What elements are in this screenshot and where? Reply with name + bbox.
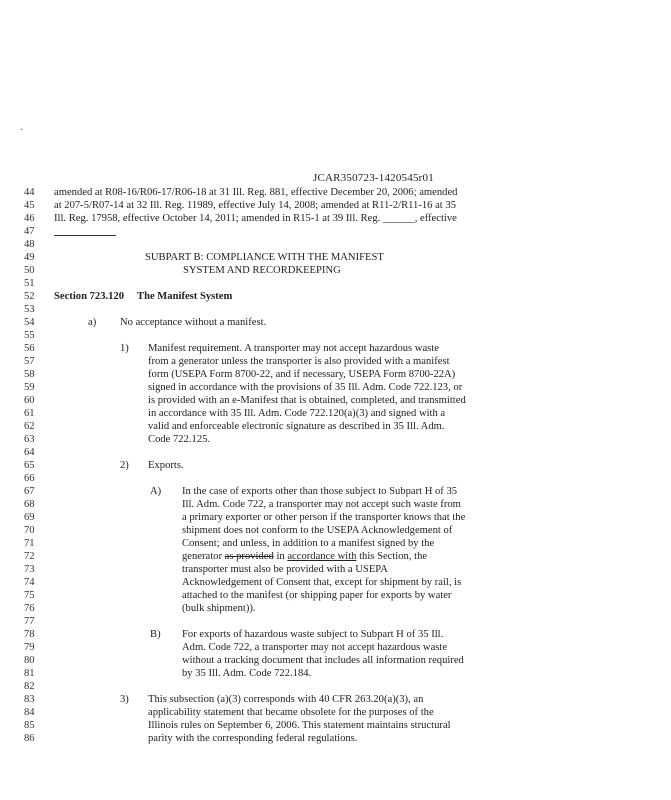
subparagraph-text: Acknowledgement of Consent that, except for shipment by rail, is [182, 577, 462, 588]
subpart-title: SUBPART B: COMPLIANCE WITH THE MANIFEST [145, 252, 384, 263]
line-number: 60 [24, 395, 35, 406]
paragraph-text: in accordance with 35 Ill. Adm. Code 722.120(a)(3) and signed with a [148, 408, 446, 419]
line-number: 47 [24, 226, 35, 237]
line-number: 72 [24, 551, 35, 562]
subparagraph-text: transporter must also be provided with a USEPA [182, 564, 388, 575]
line-47 [0, 225, 671, 238]
history-text: amended at R08-16/R06-17/R06-18 at 31 Ill. Reg. 881, effective December 20, 2006; amended [54, 187, 458, 198]
paragraph-text: Illinois rules on September 6, 2006. This statement maintains structural [148, 720, 451, 731]
history-text: Ill. Reg. 17958, effective October 14, 2011; amended in R15-1 at 39 Ill. Reg. ______, effective [54, 213, 457, 224]
subparagraph-text: Adm. Code 722, a transporter may not accept hazardous waste [182, 642, 448, 653]
subparagraph-text-amended [182, 550, 427, 563]
line-45 [0, 199, 671, 212]
line-number: 65 [24, 460, 35, 471]
line-number: 45 [24, 200, 35, 211]
paragraph-heading: Exports. [148, 460, 184, 471]
paragraph-label: 2) [120, 460, 129, 471]
line-74 [0, 576, 671, 589]
line-number: 61 [24, 408, 35, 419]
paragraph-text: Code 722.125. [148, 434, 211, 445]
line-number: 70 [24, 525, 35, 536]
inserted-text: accordance with [287, 551, 357, 562]
subparagraph-text: attached to the manifest (or shipping paper for exports by water [182, 590, 452, 601]
line-79 [0, 641, 671, 654]
line-62 [0, 420, 671, 433]
paragraph-text: from a generator unless the transporter is also provided with a manifest [148, 356, 450, 367]
subparagraph-text: by 35 Ill. Adm. Code 722.184. [182, 668, 312, 679]
line-number: 63 [24, 434, 35, 445]
line-number: 67 [24, 486, 35, 497]
line-number: 48 [24, 239, 35, 250]
line-number: 83 [24, 694, 35, 705]
line-72 [0, 550, 671, 563]
subparagraph-text: without a tracking document that includes all information required [182, 655, 464, 666]
subparagraph-label: B) [150, 629, 161, 640]
line-76 [0, 602, 671, 615]
line-number: 58 [24, 369, 35, 380]
line-50 [0, 264, 671, 277]
line-number: 59 [24, 382, 35, 393]
subparagraph-text: In the case of exports other than those subject to Subpart H of 35 [182, 486, 458, 497]
line-61 [0, 407, 671, 420]
paragraph-text: applicability statement that became obsolete for the purposes of the [148, 707, 434, 718]
line-63 [0, 433, 671, 446]
line-number: 46 [24, 213, 35, 224]
line-53 [0, 303, 671, 316]
line-number: 55 [24, 330, 35, 341]
line-number: 62 [24, 421, 35, 432]
line-84 [0, 706, 671, 719]
paragraph-label: 3) [120, 694, 129, 705]
line-number: 74 [24, 577, 35, 588]
line-80 [0, 654, 671, 667]
section-title: The Manifest System [137, 291, 233, 302]
text-part: this Section, the [356, 551, 428, 562]
stray-mark: · [20, 125, 24, 136]
line-number: 56 [24, 343, 35, 354]
line-48 [0, 238, 671, 251]
line-66 [0, 472, 671, 485]
line-51 [0, 277, 671, 290]
line-73 [0, 563, 671, 576]
line-number: 71 [24, 538, 35, 549]
line-54 [0, 316, 671, 329]
line-number: 77 [24, 616, 35, 627]
line-44 [0, 186, 671, 199]
paragraph-text: signed in accordance with the provisions of 35 Ill. Adm. Code 722.123, or [148, 382, 463, 393]
line-number: 86 [24, 733, 35, 744]
line-70 [0, 524, 671, 537]
line-65 [0, 459, 671, 472]
line-number: 52 [24, 291, 35, 302]
line-78 [0, 628, 671, 641]
line-49 [0, 251, 671, 264]
subpart-subtitle: SYSTEM AND RECORDKEEPING [183, 265, 341, 276]
line-86 [0, 732, 671, 745]
subparagraph-text: For exports of hazardous waste subject to Subpart H of 35 Ill. [182, 629, 444, 640]
line-60 [0, 394, 671, 407]
line-number: 51 [24, 278, 35, 289]
paragraph-text: This subsection (a)(3) corresponds with 40 CFR 263.20(a)(3), an [148, 694, 424, 705]
line-number: 79 [24, 642, 35, 653]
line-69 [0, 511, 671, 524]
document-code-header: JCAR350723-1420545r01 [313, 172, 434, 184]
line-58 [0, 368, 671, 381]
line-52 [0, 290, 671, 303]
subsection-label: a) [88, 317, 97, 328]
line-number: 82 [24, 681, 35, 692]
paragraph-label: 1) [120, 343, 129, 354]
line-number: 75 [24, 590, 35, 601]
deleted-text: as provided [224, 551, 274, 562]
section-number: Section 723.120 [54, 291, 125, 302]
subparagraph-text: Consent; and unless, in addition to a manifest signed by the [182, 538, 435, 549]
line-75 [0, 589, 671, 602]
line-46 [0, 212, 671, 225]
line-64 [0, 446, 671, 459]
line-number: 57 [24, 356, 35, 367]
subparagraph-text: shipment does not conform to the USEPA Acknowledgement of [182, 525, 453, 536]
line-81 [0, 667, 671, 680]
line-number: 73 [24, 564, 35, 575]
line-56 [0, 342, 671, 355]
line-number: 64 [24, 447, 35, 458]
paragraph-text: Manifest requirement. A transporter may not accept hazardous waste [148, 343, 439, 354]
line-number: 53 [24, 304, 35, 315]
line-59 [0, 381, 671, 394]
subparagraph-text: Ill. Adm. Code 722, a transporter may not accept such waste from [182, 499, 461, 510]
history-text: at 207-5/R07-14 at 32 Ill. Reg. 11989, effective July 14, 2008; amended at R11-2/R11-16 at 35 [54, 200, 456, 211]
line-number: 76 [24, 603, 35, 614]
line-77 [0, 615, 671, 628]
paragraph-text: parity with the corresponding federal regulations. [148, 733, 358, 744]
line-57 [0, 355, 671, 368]
line-number: 54 [24, 317, 35, 328]
paragraph-text: form (USEPA Form 8700-22, and if necessary, USEPA Form 8700-22A) [148, 369, 456, 380]
line-number: 81 [24, 668, 35, 679]
subparagraph-text: (bulk shipment)). [182, 603, 256, 614]
subsection-heading: No acceptance without a manifest. [120, 317, 267, 328]
subparagraph-label: A) [150, 486, 162, 497]
line-number: 66 [24, 473, 35, 484]
line-number: 80 [24, 655, 35, 666]
line-number: 49 [24, 252, 35, 263]
line-number: 85 [24, 720, 35, 731]
line-82 [0, 680, 671, 693]
line-67 [0, 485, 671, 498]
line-number: 44 [24, 187, 35, 198]
line-83 [0, 693, 671, 706]
line-number: 84 [24, 707, 35, 718]
line-number: 50 [24, 265, 35, 276]
line-number: 78 [24, 629, 35, 640]
line-number: 69 [24, 512, 35, 523]
text-part: generator [182, 551, 225, 562]
line-71 [0, 537, 671, 550]
line-85 [0, 719, 671, 732]
text-part: in [273, 551, 288, 562]
line-68 [0, 498, 671, 511]
paragraph-text: valid and enforceable electronic signature as described in 35 Ill. Adm. [148, 421, 445, 432]
line-55 [0, 329, 671, 342]
subparagraph-text: a primary exporter or other person if the transporter knows that the [182, 512, 466, 523]
paragraph-text: is provided with an e-Manifest that is obtained, completed, and transmitted [148, 395, 466, 406]
line-number: 68 [24, 499, 35, 510]
